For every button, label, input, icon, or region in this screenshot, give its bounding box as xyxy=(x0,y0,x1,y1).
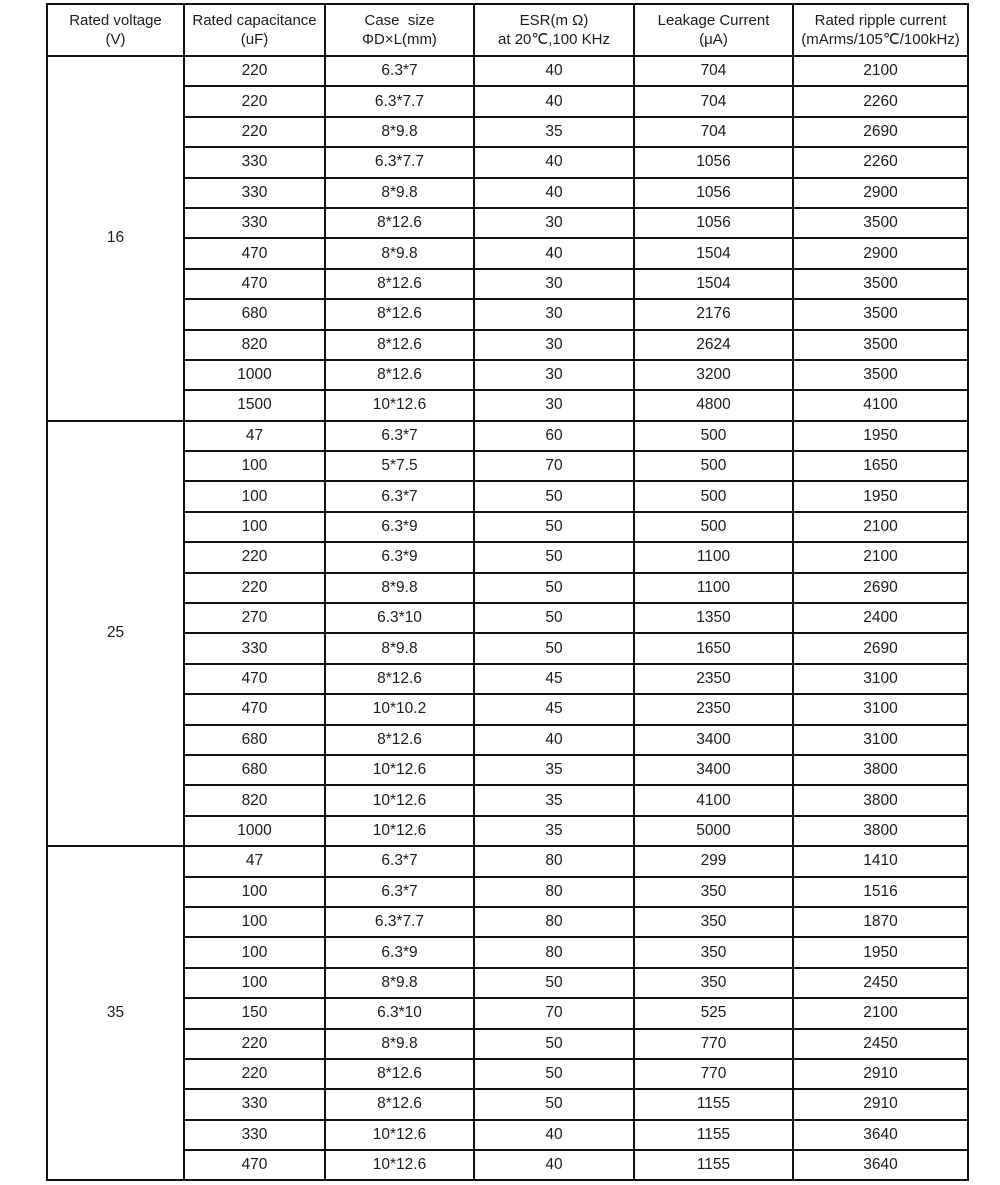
case-size-cell: 10*12.6 xyxy=(325,755,474,785)
leakage-cell: 4100 xyxy=(634,785,793,815)
header-esr xyxy=(474,4,634,56)
case-size-cell: 5*7.5 xyxy=(325,451,474,481)
ripple-cell: 2100 xyxy=(793,56,968,86)
table-row xyxy=(47,86,968,116)
ripple-cell: 1950 xyxy=(793,481,968,511)
ripple-cell: 1410 xyxy=(793,846,968,876)
leakage-cell: 500 xyxy=(634,481,793,511)
table-row xyxy=(47,330,968,360)
leakage-cell: 1056 xyxy=(634,208,793,238)
header-line: Case size xyxy=(364,12,435,29)
leakage-cell: 770 xyxy=(634,1059,793,1089)
capacitance-cell: 220 xyxy=(184,56,325,86)
case-size-cell: 6.3*9 xyxy=(325,937,474,967)
ripple-cell: 2910 xyxy=(793,1089,968,1119)
table-row xyxy=(47,968,968,998)
capacitance-cell: 470 xyxy=(184,238,325,268)
header-line: (mArms/105℃/100kHz) xyxy=(801,31,960,48)
header-line: Rated capacitance xyxy=(192,12,317,29)
header-line: (μA) xyxy=(699,31,728,48)
esr-cell: 50 xyxy=(474,603,634,633)
case-size-cell: 6.3*7 xyxy=(325,421,474,451)
case-size-cell: 6.3*9 xyxy=(325,512,474,542)
ripple-cell: 2690 xyxy=(793,573,968,603)
ripple-cell: 2400 xyxy=(793,603,968,633)
header-line: Rated ripple current xyxy=(814,12,947,29)
case-size-cell: 6.3*10 xyxy=(325,603,474,633)
leakage-cell: 2350 xyxy=(634,664,793,694)
leakage-cell: 2176 xyxy=(634,299,793,329)
case-size-cell: 10*10.2 xyxy=(325,694,474,724)
capacitance-cell: 100 xyxy=(184,937,325,967)
esr-cell: 80 xyxy=(474,846,634,876)
ripple-cell: 2450 xyxy=(793,1029,968,1059)
case-size-cell: 8*9.8 xyxy=(325,238,474,268)
ripple-cell: 2260 xyxy=(793,147,968,177)
table-row xyxy=(47,1029,968,1059)
table-row xyxy=(47,421,968,451)
table-row xyxy=(47,117,968,147)
header-leakage-current xyxy=(634,4,793,56)
ripple-cell: 3500 xyxy=(793,330,968,360)
leakage-cell: 350 xyxy=(634,907,793,937)
header-line: Leakage Current xyxy=(657,12,770,29)
ripple-cell: 1950 xyxy=(793,937,968,967)
ripple-cell: 3100 xyxy=(793,694,968,724)
table-row xyxy=(47,1120,968,1150)
esr-cell: 30 xyxy=(474,330,634,360)
table-row xyxy=(47,877,968,907)
table-row xyxy=(47,998,968,1028)
ripple-cell: 2690 xyxy=(793,633,968,663)
table-row xyxy=(47,451,968,481)
voltage-cell: 16 xyxy=(47,56,184,421)
case-size-cell: 8*9.8 xyxy=(325,633,474,663)
case-size-cell: 8*12.6 xyxy=(325,725,474,755)
table-row xyxy=(47,846,968,876)
case-size-cell: 8*9.8 xyxy=(325,178,474,208)
esr-cell: 35 xyxy=(474,785,634,815)
esr-cell: 80 xyxy=(474,937,634,967)
capacitance-cell: 820 xyxy=(184,330,325,360)
leakage-cell: 1155 xyxy=(634,1150,793,1180)
table-row xyxy=(47,633,968,663)
table-row xyxy=(47,269,968,299)
esr-cell: 40 xyxy=(474,238,634,268)
table-row xyxy=(47,238,968,268)
leakage-cell: 500 xyxy=(634,512,793,542)
table-row xyxy=(47,481,968,511)
case-size-cell: 6.3*7 xyxy=(325,481,474,511)
ripple-cell: 3100 xyxy=(793,664,968,694)
header-line: ESR(m Ω) xyxy=(519,12,589,29)
case-size-cell: 10*12.6 xyxy=(325,785,474,815)
ripple-cell: 3500 xyxy=(793,360,968,390)
table-row xyxy=(47,299,968,329)
ripple-cell: 3500 xyxy=(793,269,968,299)
capacitance-cell: 680 xyxy=(184,725,325,755)
table-header xyxy=(47,4,968,56)
esr-cell: 45 xyxy=(474,694,634,724)
table-row xyxy=(47,1089,968,1119)
leakage-cell: 350 xyxy=(634,968,793,998)
leakage-cell: 1056 xyxy=(634,178,793,208)
ripple-cell: 3100 xyxy=(793,725,968,755)
ripple-cell: 2100 xyxy=(793,512,968,542)
ripple-cell: 1650 xyxy=(793,451,968,481)
leakage-cell: 770 xyxy=(634,1029,793,1059)
esr-cell: 40 xyxy=(474,1150,634,1180)
case-size-cell: 10*12.6 xyxy=(325,816,474,846)
table-row xyxy=(47,542,968,572)
capacitance-cell: 330 xyxy=(184,633,325,663)
capacitance-cell: 1000 xyxy=(184,816,325,846)
header-rated-voltage xyxy=(47,4,184,56)
header-row xyxy=(47,4,968,56)
leakage-cell: 1504 xyxy=(634,238,793,268)
esr-cell: 50 xyxy=(474,1059,634,1089)
esr-cell: 45 xyxy=(474,664,634,694)
esr-cell: 70 xyxy=(474,451,634,481)
case-size-cell: 8*12.6 xyxy=(325,360,474,390)
capacitance-cell: 47 xyxy=(184,421,325,451)
esr-cell: 40 xyxy=(474,1120,634,1150)
table-row xyxy=(47,1150,968,1180)
table-row xyxy=(47,360,968,390)
leakage-cell: 1350 xyxy=(634,603,793,633)
esr-cell: 30 xyxy=(474,208,634,238)
leakage-cell: 704 xyxy=(634,86,793,116)
esr-cell: 50 xyxy=(474,573,634,603)
ripple-cell: 2900 xyxy=(793,238,968,268)
ripple-cell: 3800 xyxy=(793,816,968,846)
case-size-cell: 8*12.6 xyxy=(325,664,474,694)
capacitor-spec-table xyxy=(46,3,969,1181)
esr-cell: 50 xyxy=(474,542,634,572)
case-size-cell: 8*9.8 xyxy=(325,573,474,603)
table-row xyxy=(47,573,968,603)
esr-cell: 40 xyxy=(474,178,634,208)
ripple-cell: 3800 xyxy=(793,785,968,815)
capacitance-cell: 470 xyxy=(184,1150,325,1180)
ripple-cell: 1516 xyxy=(793,877,968,907)
ripple-cell: 2690 xyxy=(793,117,968,147)
ripple-cell: 3500 xyxy=(793,208,968,238)
leakage-cell: 704 xyxy=(634,117,793,147)
esr-cell: 35 xyxy=(474,755,634,785)
capacitance-cell: 470 xyxy=(184,269,325,299)
leakage-cell: 1100 xyxy=(634,542,793,572)
table-row xyxy=(47,512,968,542)
ripple-cell: 3500 xyxy=(793,299,968,329)
capacitance-cell: 330 xyxy=(184,147,325,177)
leakage-cell: 4800 xyxy=(634,390,793,420)
case-size-cell: 10*12.6 xyxy=(325,1150,474,1180)
table-row xyxy=(47,664,968,694)
capacitance-cell: 100 xyxy=(184,512,325,542)
case-size-cell: 8*12.6 xyxy=(325,1059,474,1089)
capacitance-cell: 47 xyxy=(184,846,325,876)
esr-cell: 50 xyxy=(474,968,634,998)
esr-cell: 30 xyxy=(474,269,634,299)
table-row xyxy=(47,907,968,937)
capacitance-cell: 220 xyxy=(184,117,325,147)
ripple-cell: 3800 xyxy=(793,755,968,785)
leakage-cell: 350 xyxy=(634,877,793,907)
table-row xyxy=(47,208,968,238)
header-line: Rated voltage xyxy=(69,12,162,29)
case-size-cell: 8*9.8 xyxy=(325,1029,474,1059)
capacitance-cell: 470 xyxy=(184,694,325,724)
leakage-cell: 525 xyxy=(634,998,793,1028)
case-size-cell: 10*12.6 xyxy=(325,1120,474,1150)
capacitance-cell: 220 xyxy=(184,86,325,116)
ripple-cell: 4100 xyxy=(793,390,968,420)
table-row xyxy=(47,147,968,177)
ripple-cell: 2100 xyxy=(793,998,968,1028)
case-size-cell: 6.3*7.7 xyxy=(325,147,474,177)
case-size-cell: 6.3*7 xyxy=(325,56,474,86)
header-rated-capacitance xyxy=(184,4,325,56)
case-size-cell: 8*12.6 xyxy=(325,330,474,360)
table-row xyxy=(47,390,968,420)
table-row xyxy=(47,816,968,846)
capacitance-cell: 220 xyxy=(184,1029,325,1059)
leakage-cell: 1100 xyxy=(634,573,793,603)
esr-cell: 50 xyxy=(474,633,634,663)
capacitance-cell: 220 xyxy=(184,573,325,603)
capacitance-cell: 820 xyxy=(184,785,325,815)
leakage-cell: 1650 xyxy=(634,633,793,663)
leakage-cell: 1155 xyxy=(634,1089,793,1119)
esr-cell: 30 xyxy=(474,299,634,329)
voltage-cell: 25 xyxy=(47,421,184,846)
case-size-cell: 8*12.6 xyxy=(325,208,474,238)
header-line: at 20℃,100 KHz xyxy=(498,31,610,48)
esr-cell: 40 xyxy=(474,86,634,116)
leakage-cell: 500 xyxy=(634,451,793,481)
case-size-cell: 6.3*10 xyxy=(325,998,474,1028)
case-size-cell: 6.3*7 xyxy=(325,846,474,876)
table-row xyxy=(47,178,968,208)
ripple-cell: 2900 xyxy=(793,178,968,208)
case-size-cell: 6.3*7 xyxy=(325,877,474,907)
capacitance-cell: 220 xyxy=(184,1059,325,1089)
table-row xyxy=(47,56,968,86)
case-size-cell: 8*9.8 xyxy=(325,117,474,147)
esr-cell: 80 xyxy=(474,907,634,937)
leakage-cell: 2624 xyxy=(634,330,793,360)
esr-cell: 70 xyxy=(474,998,634,1028)
capacitance-cell: 470 xyxy=(184,664,325,694)
case-size-cell: 8*9.8 xyxy=(325,968,474,998)
capacitance-cell: 100 xyxy=(184,968,325,998)
ripple-cell: 2260 xyxy=(793,86,968,116)
table-body xyxy=(47,56,968,1180)
capacitance-cell: 680 xyxy=(184,299,325,329)
capacitance-cell: 330 xyxy=(184,178,325,208)
ripple-cell: 2450 xyxy=(793,968,968,998)
table-row xyxy=(47,937,968,967)
capacitance-cell: 100 xyxy=(184,907,325,937)
esr-cell: 40 xyxy=(474,147,634,177)
leakage-cell: 3400 xyxy=(634,725,793,755)
esr-cell: 50 xyxy=(474,481,634,511)
capacitance-cell: 1000 xyxy=(184,360,325,390)
leakage-cell: 1056 xyxy=(634,147,793,177)
table-row xyxy=(47,1059,968,1089)
capacitance-cell: 220 xyxy=(184,542,325,572)
capacitance-cell: 100 xyxy=(184,451,325,481)
capacitance-cell: 150 xyxy=(184,998,325,1028)
ripple-cell: 3640 xyxy=(793,1120,968,1150)
case-size-cell: 8*12.6 xyxy=(325,269,474,299)
case-size-cell: 8*12.6 xyxy=(325,1089,474,1119)
header-ripple-current xyxy=(793,4,968,56)
table-row xyxy=(47,785,968,815)
leakage-cell: 1155 xyxy=(634,1120,793,1150)
table-row xyxy=(47,725,968,755)
case-size-cell: 6.3*9 xyxy=(325,542,474,572)
esr-cell: 50 xyxy=(474,1029,634,1059)
capacitance-cell: 270 xyxy=(184,603,325,633)
header-case-size xyxy=(325,4,474,56)
leakage-cell: 3200 xyxy=(634,360,793,390)
leakage-cell: 704 xyxy=(634,56,793,86)
ripple-cell: 1950 xyxy=(793,421,968,451)
capacitance-cell: 330 xyxy=(184,1089,325,1119)
capacitance-cell: 100 xyxy=(184,877,325,907)
esr-cell: 30 xyxy=(474,390,634,420)
case-size-cell: 6.3*7.7 xyxy=(325,86,474,116)
leakage-cell: 500 xyxy=(634,421,793,451)
esr-cell: 50 xyxy=(474,1089,634,1119)
capacitance-cell: 1500 xyxy=(184,390,325,420)
table-row xyxy=(47,694,968,724)
capacitance-cell: 330 xyxy=(184,1120,325,1150)
leakage-cell: 5000 xyxy=(634,816,793,846)
leakage-cell: 350 xyxy=(634,937,793,967)
header-line: (uF) xyxy=(240,31,269,48)
case-size-cell: 10*12.6 xyxy=(325,390,474,420)
capacitance-cell: 100 xyxy=(184,481,325,511)
leakage-cell: 299 xyxy=(634,846,793,876)
table-row xyxy=(47,603,968,633)
esr-cell: 80 xyxy=(474,877,634,907)
esr-cell: 30 xyxy=(474,360,634,390)
header-line: (V) xyxy=(105,31,126,48)
leakage-cell: 3400 xyxy=(634,755,793,785)
capacitance-cell: 680 xyxy=(184,755,325,785)
ripple-cell: 1870 xyxy=(793,907,968,937)
header-line: ΦD×L(mm) xyxy=(362,31,437,48)
ripple-cell: 3640 xyxy=(793,1150,968,1180)
case-size-cell: 8*12.6 xyxy=(325,299,474,329)
esr-cell: 50 xyxy=(474,512,634,542)
capacitance-cell: 330 xyxy=(184,208,325,238)
table-row xyxy=(47,755,968,785)
esr-cell: 40 xyxy=(474,56,634,86)
voltage-cell: 35 xyxy=(47,846,184,1180)
esr-cell: 60 xyxy=(474,421,634,451)
ripple-cell: 2100 xyxy=(793,542,968,572)
esr-cell: 35 xyxy=(474,816,634,846)
leakage-cell: 2350 xyxy=(634,694,793,724)
case-size-cell: 6.3*7.7 xyxy=(325,907,474,937)
esr-cell: 35 xyxy=(474,117,634,147)
esr-cell: 40 xyxy=(474,725,634,755)
ripple-cell: 2910 xyxy=(793,1059,968,1089)
leakage-cell: 1504 xyxy=(634,269,793,299)
